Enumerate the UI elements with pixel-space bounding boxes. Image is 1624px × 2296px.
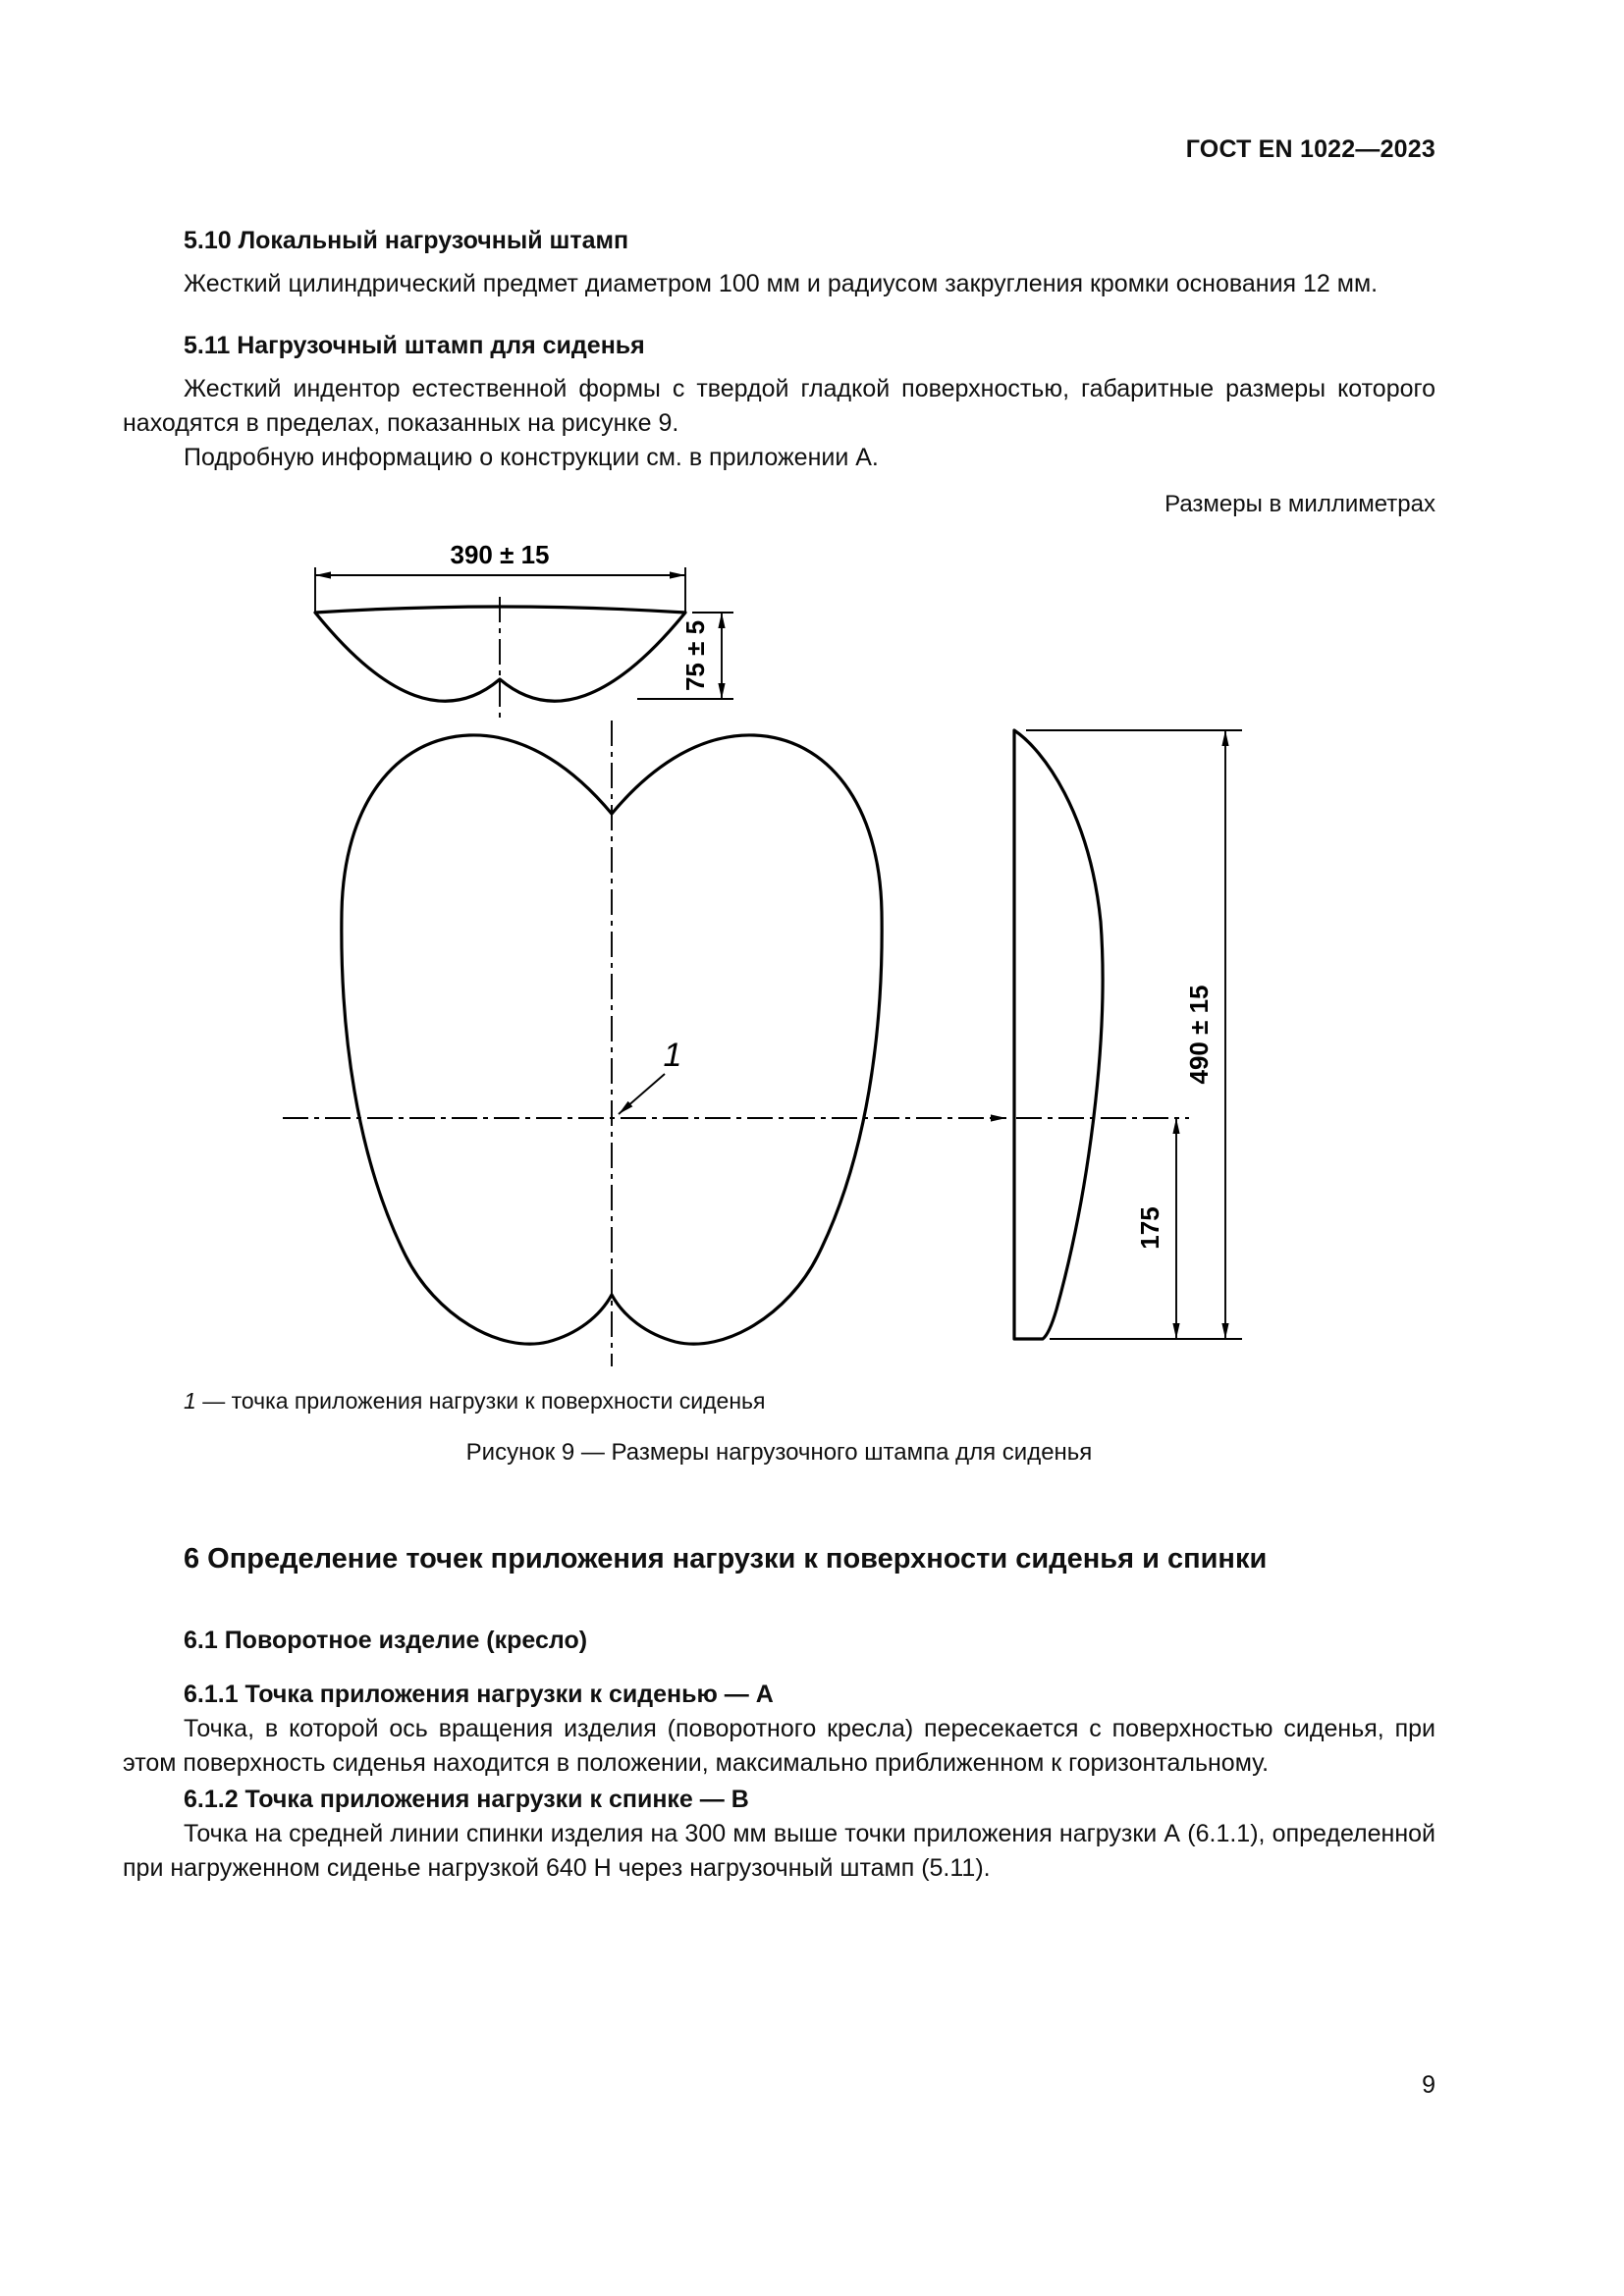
callout-1-label: 1	[663, 1037, 682, 1074]
section-6-1-title: 6.1 Поворотное изделие (кресло)	[184, 1627, 588, 1654]
section-6-1-1-paragraph: Точка, в которой ось вращения изделия (поворотного кресла) пересекается с поверхностью сиденья, при этом поверхность сиденья находится в положении, максимально приближенном к горизонтальному.	[123, 1715, 1435, 1777]
section-5-11-title: 5.11 Нагрузочный штамп для сиденья	[184, 332, 645, 359]
section-5-11-paragraph-2: Подробную информацию о конструкции см. в приложении А.	[184, 444, 879, 471]
dimension-label-width: 390 ± 15	[450, 540, 550, 569]
section-5-11-paragraph-1: Жесткий индентор естественной формы с твердой гладкой поверхностью, габаритные размеры которого находятся в пределах, показанных на рисунке 9.	[123, 375, 1435, 437]
section-6-1-1-title: 6.1.1 Точка приложения нагрузки к сиденью — А	[184, 1681, 774, 1708]
dimension-label-thickness: 75 ± 5	[680, 619, 710, 692]
section-5-10-paragraph: Жесткий цилиндрический предмет диаметром 100 мм и радиусом закругления кромки основания 12 мм.	[184, 270, 1379, 297]
figure-legend	[184, 1386, 1435, 1415]
top-view	[315, 540, 733, 719]
document-code-header: ГОСТ EN 1022—2023	[1185, 135, 1435, 163]
section-6-title: 6 Определение точек приложения нагрузки к поверхности сиденья и спинки	[184, 1543, 1268, 1575]
figure-9	[123, 524, 1435, 1380]
figure-9-drawing	[248, 524, 1328, 1378]
figure-units-note: Размеры в миллиметрах	[1164, 491, 1435, 517]
page-content	[123, 224, 1435, 1886]
callout-1-leader-arrow	[619, 1074, 665, 1114]
plan-view	[283, 721, 1006, 1366]
legend-text: — точка приложения нагрузки к поверхности сиденья	[202, 1388, 766, 1414]
figure-caption: Рисунок 9 — Размеры нагрузочного штампа для сиденья	[465, 1439, 1093, 1466]
section-6-1-2-title: 6.1.2 Точка приложения нагрузки к спинке — В	[184, 1786, 749, 1813]
side-view	[1014, 730, 1242, 1339]
dimension-label-offset: 175	[1135, 1206, 1164, 1250]
section-5-10-title: 5.10 Локальный нагрузочный штамп	[184, 227, 629, 254]
pad-side-outline	[1014, 730, 1103, 1339]
dimension-label-length: 490 ± 15	[1184, 985, 1214, 1085]
page-number: 9	[1422, 2071, 1435, 2099]
legend-key: 1	[184, 1388, 196, 1414]
section-6-1-2-paragraph: Точка на средней линии спинки изделия на 300 мм выше точки приложения нагрузки А (6.1.1), определенной при нагруженном сиденье нагрузкой 640 Н через нагрузочный штамп (5.11).	[123, 1820, 1435, 1882]
